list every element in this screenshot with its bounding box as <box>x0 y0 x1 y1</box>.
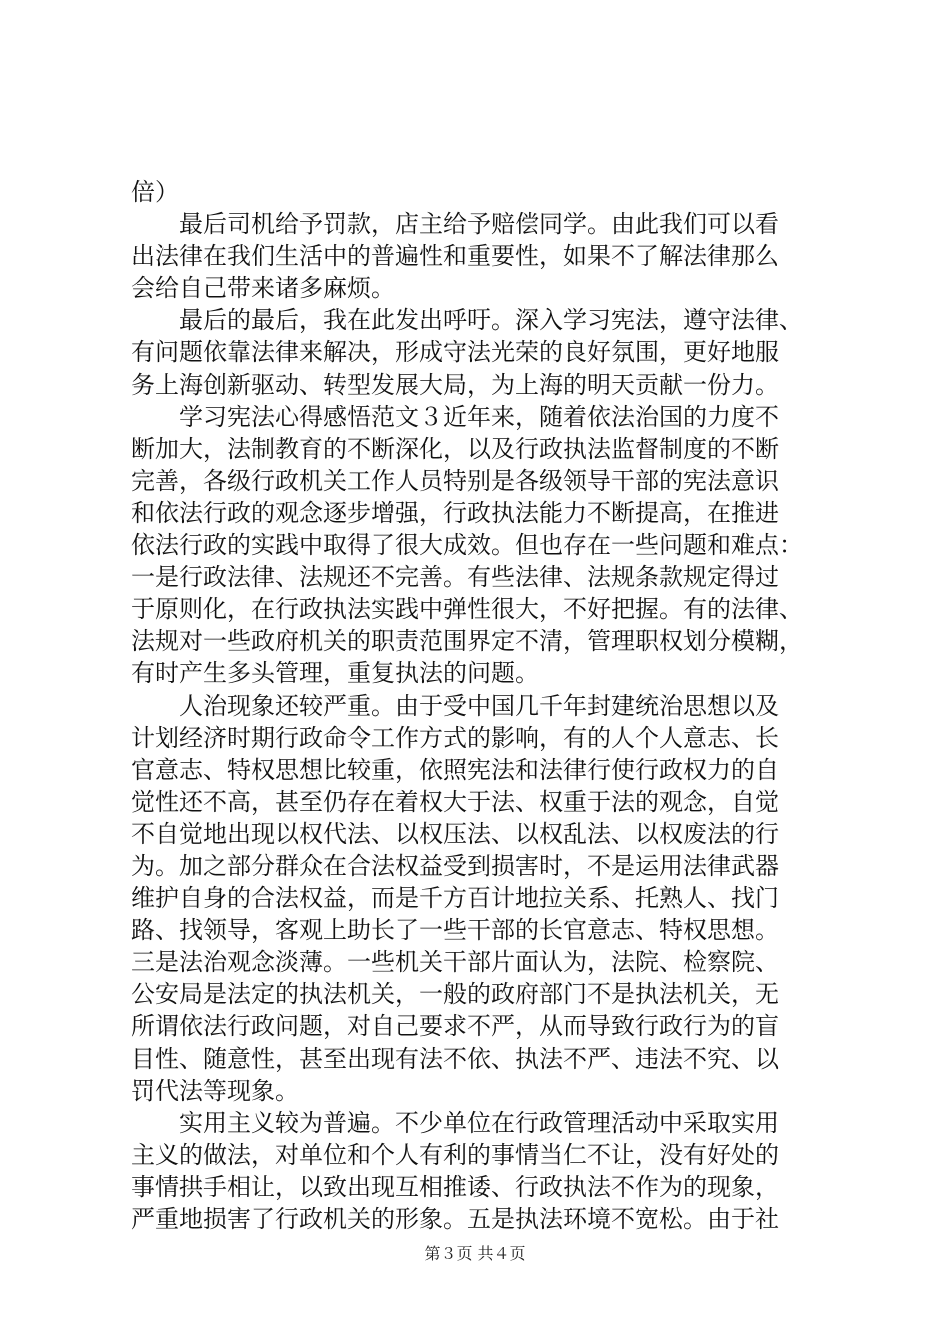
document-body <box>131 176 831 1235</box>
text-line: 出法律在我们生活中的普遍性和重要性，如果不了解法律那么 <box>131 242 779 271</box>
text-line: 一是行政法律、法规还不完善。有些法律、法规条款规定得过 <box>131 563 779 592</box>
text-line: 计划经济时期行政命令工作方式的影响，有的人个人意志、长 <box>131 723 779 752</box>
text-line: 和依法行政的观念逐步增强，行政执法能力不断提高，在推进 <box>131 498 779 527</box>
text-line: 为。加之部分群众在合法权益受到损害时，不是运用法律武器 <box>131 851 779 880</box>
text-line: 三是法治观念淡薄。一些机关干部片面认为，法院、检察院、 <box>131 948 779 977</box>
text-line: 于原则化，在行政执法实践中弹性很大，不好把握。有的法律、 <box>131 595 803 624</box>
text-line: 有问题依靠法律来解决，形成守法光荣的良好氛围，更好地服 <box>131 338 779 367</box>
text-line: 维护自身的合法权益，而是千方百计地拉关系、托熟人、找门 <box>131 884 779 913</box>
text-line: 会给自己带来诸多麻烦。 <box>131 274 395 303</box>
text-line: 人治现象还较严重。由于受中国几千年封建统治思想以及 <box>179 691 779 720</box>
text-line: 完善，各级行政机关工作人员特别是各级领导干部的宪法意识 <box>131 466 779 495</box>
text-line: 倍） <box>131 178 179 206</box>
text-line: 最后的最后，我在此发出呼吁。深入学习宪法，遵守法律、 <box>179 306 803 335</box>
text-line: 有时产生多头管理，重复执法的问题。 <box>131 659 539 688</box>
text-line: 实用主义较为普遍。不少单位在行政管理活动中采取实用 <box>179 1108 779 1137</box>
text-line: 法规对一些政府机关的职责范围界定不清，管理职权划分模糊， <box>131 627 803 656</box>
text-line: 路、找领导，客观上助长了一些干部的长官意志、特权思想。 <box>131 916 779 945</box>
text-line: 主义的做法，对单位和个人有利的事情当仁不让，没有好处的 <box>131 1140 779 1169</box>
text-line: 务上海创新驱动、转型发展大局，为上海的明天贡献一份力。 <box>131 370 779 399</box>
text-line: 公安局是法定的执法机关，一般的政府部门不是执法机关，无 <box>131 980 779 1009</box>
text-line: 依法行政的实践中取得了很大成效。但也存在一些问题和难点： <box>131 531 803 560</box>
text-line: 不自觉地出现以权代法、以权压法、以权乱法、以权废法的行 <box>131 819 779 848</box>
text-line: 目性、随意性，甚至出现有法不依、执法不严、违法不究、以 <box>131 1044 779 1073</box>
text-line: 所谓依法行政问题，对自己要求不严，从而导致行政行为的盲 <box>131 1012 779 1041</box>
text-line: 觉性还不高，甚至仍存在着权大于法、权重于法的观念，自觉 <box>131 787 779 816</box>
text-line: 罚代法等现象。 <box>131 1076 299 1105</box>
text-line: 断加大，法制教育的不断深化，以及行政执法监督制度的不断 <box>131 434 779 463</box>
text-line: 最后司机给予罚款，店主给予赔偿同学。由此我们可以看 <box>179 210 779 239</box>
text-line: 严重地损害了行政机关的形象。五是执法环境不宽松。由于社 <box>131 1205 779 1233</box>
text-line: 事情拱手相让，以致出现互相推诿、行政执法不作为的现象， <box>131 1172 779 1201</box>
page-number-footer: 第３页 共４页 <box>424 1244 526 1263</box>
text-line: 学习宪法心得感悟范文３近年来，随着依法治国的力度不 <box>179 402 779 431</box>
text-line: 官意志、特权思想比较重，依照宪法和法律行使行政权力的自 <box>131 755 779 784</box>
